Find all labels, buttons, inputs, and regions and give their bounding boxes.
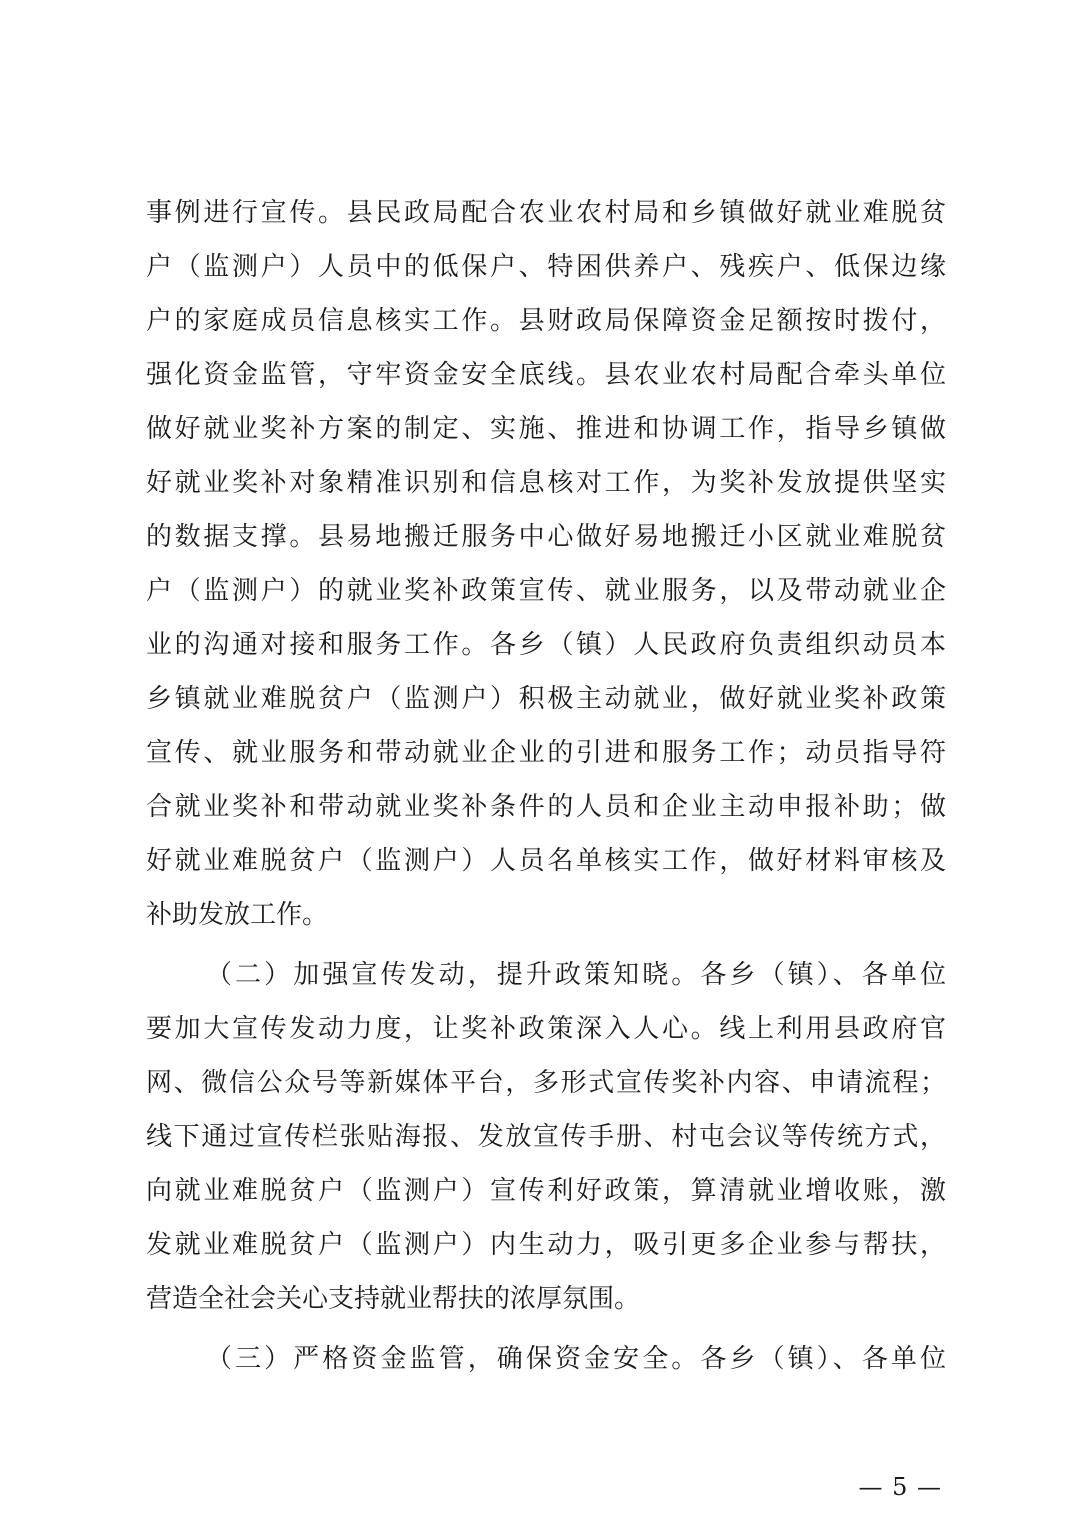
page-number: — 5 — xyxy=(858,1473,942,1501)
text-line: 补助发放工作。 xyxy=(146,900,329,930)
text-line: 乡镇就业难脱贫户（监测户）积极主动就业，做好就业奖补政策 xyxy=(146,684,946,714)
text-line: 线下通过宣传栏张贴海报、发放宣传手册、村屯会议等传统方式， xyxy=(146,1122,946,1152)
section-heading-line: （二）加强宣传发动，提升政策知晓。各乡（镇）、各单位 xyxy=(206,960,946,990)
text-line: 户（监测户）的就业奖补政策宣传、就业服务，以及带动就业企 xyxy=(146,576,946,606)
body-text xyxy=(146,186,946,1386)
text-line: 网、微信公众号等新媒体平台，多形式宣传奖补内容、申请流程； xyxy=(146,1068,946,1098)
text-line: 合就业奖补和带动就业奖补条件的人员和企业主动申报补助；做 xyxy=(146,792,946,822)
text-line: 发就业难脱贫户（监测户）内生动力，吸引更多企业参与帮扶， xyxy=(146,1230,946,1260)
text-line: 做好就业奖补方案的制定、实施、推进和协调工作，指导乡镇做 xyxy=(146,414,946,444)
text-line: 户（监测户）人员中的低保户、特困供养户、残疾户、低保边缘 xyxy=(146,252,946,282)
text-line: 好就业难脱贫户（监测户）人员名单核实工作，做好材料审核及 xyxy=(146,846,946,876)
text-line: 的数据支撑。县易地搬迁服务中心做好易地搬迁小区就业难脱贫 xyxy=(146,522,946,552)
text-line: 要加大宣传发动力度，让奖补政策深入人心。线上利用县政府官 xyxy=(146,1014,946,1044)
text-line: 宣传、就业服务和带动就业企业的引进和服务工作；动员指导符 xyxy=(146,738,946,768)
text-line: 户的家庭成员信息核实工作。县财政局保障资金足额按时拨付， xyxy=(146,306,946,336)
text-line: 营造全社会关心支持就业帮扶的浓厚氛围。 xyxy=(146,1284,641,1314)
text-line: 强化资金监管，守牢资金安全底线。县农业农村局配合牵头单位 xyxy=(146,360,946,390)
text-line: 好就业奖补对象精准识别和信息核对工作，为奖补发放提供坚实 xyxy=(146,468,946,498)
text-line: 业的沟通对接和服务工作。各乡（镇）人民政府负责组织动员本 xyxy=(146,630,946,660)
text-line: 向就业难脱贫户（监测户）宣传利好政策，算清就业增收账，激 xyxy=(146,1176,946,1206)
text-line: 事例进行宣传。县民政局配合农业农村局和乡镇做好就业难脱贫 xyxy=(146,198,946,228)
section-heading-line: （三）严格资金监管，确保资金安全。各乡（镇）、各单位 xyxy=(206,1344,946,1374)
